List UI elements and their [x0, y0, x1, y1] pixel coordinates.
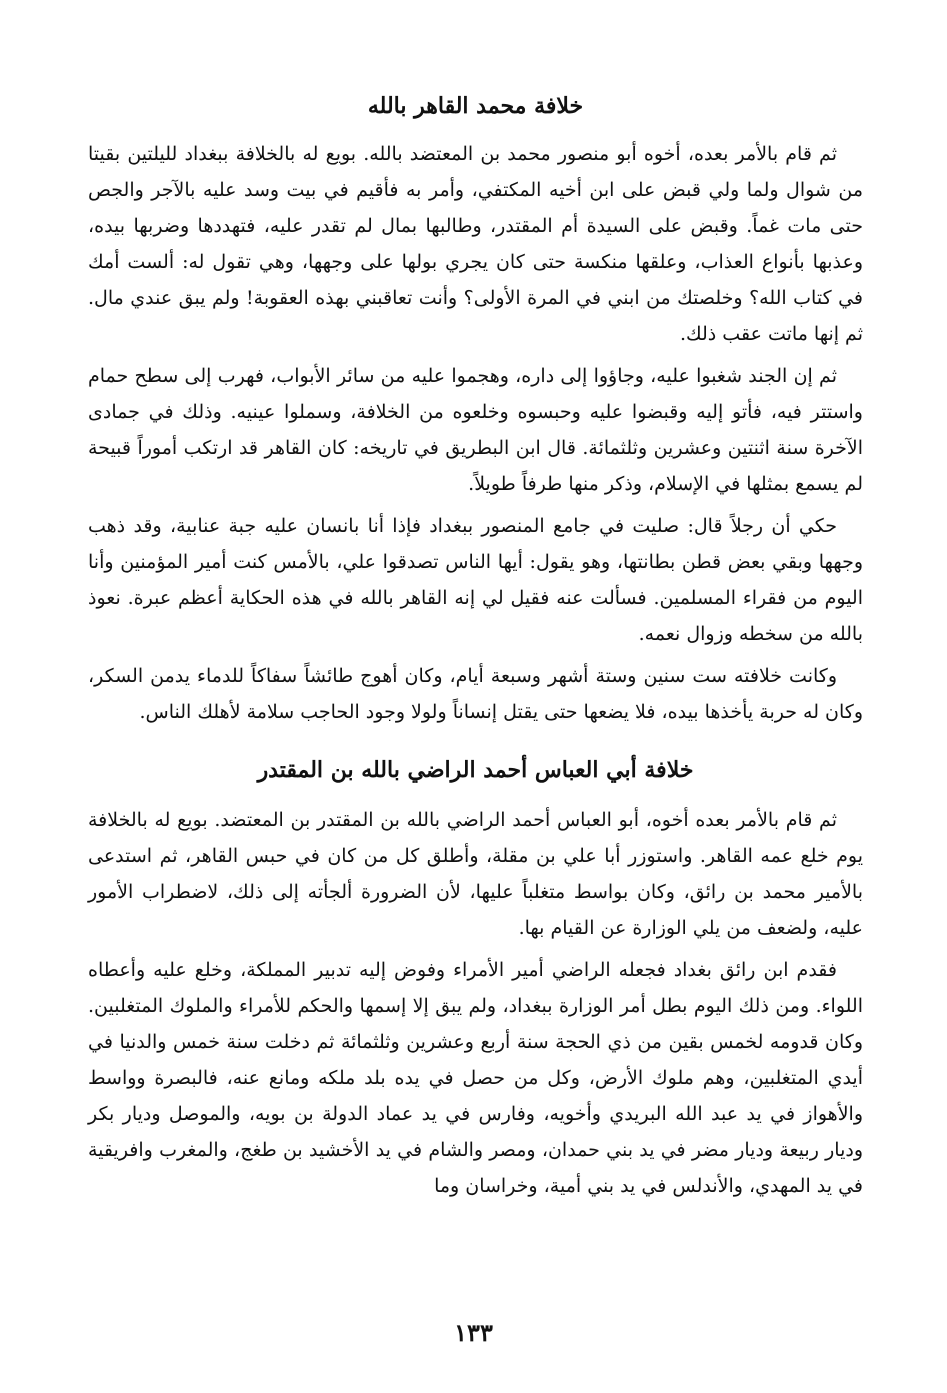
- paragraph: ثم قام بالأمر بعده، أخوه أبو منصور محمد بن المعتضد بالله. بويع له بالخلافة ببغداد لليلتين بقيتا من شوال ولما ولي قبض على ابن أخيه المكتفي، وأمر به فأقيم في بيت وسد عليه بالآجر والجص حتى مات غماً. وقبض على السيدة أم المقتدر، وطالبها بمال لم تقدر عليه، فتهددها وضربها بيده، وعذبها بأنواع العذاب، وعلقها منكسة حتى كان يجري بولها على وجهها، وهي تقول له: ألست أمك في كتاب الله؟ وخلصتك من ابني في المرة الأولى؟ وأنت تعاقبني بهذه العقوبة! ولم يبق عندي مال. ثم إنها ماتت عقب ذلك.: [88, 143, 863, 345]
- page-number: ١٣٣: [454, 1318, 493, 1347]
- paragraph: ثم قام بالأمر بعده أخوه، أبو العباس أحمد الراضي بالله بن المقتدر بن المعتضد. بويع له بالخلافة يوم خلع عمه القاهر. واستوزر أبا علي بن مقلة، وأطلق كل من كان في حبس القاهر، ثم استدعى بالأمير محمد بن رائق، وكان بواسط متغلباً عليها، لأن الضرورة ألجأته إلى ذلك، لاضطراب الأمور عليه، ولضعف من يلي الوزارة عن القيام بها.: [88, 809, 863, 939]
- paragraph: وكانت خلافته ست سنين وستة أشهر وسبعة أيام، وكان أهوج طائشاً سفاكاً للدماء يدمن السكر، وكان له حربة يأخذها بيده، فلا يضعها حتى يقتل إنساناً ولولا وجود الحاجب سلامة لأهلك الناس.: [88, 665, 863, 723]
- page-body: [88, 88, 863, 1210]
- paragraph: ثم إن الجند شغبوا عليه، وجاؤوا إلى داره، وهجموا عليه من سائر الأبواب، فهرب إلى سطح حمام واستتر فيه، فأتو إليه وقبضوا عليه وحبسوه وخلعوه من الخلافة، وسملوا عينيه. وذلك في جمادى الآخرة سنة اثنتين وعشرين وثلثمائة. قال ابن البطريق في تاريخه: كان القاهر قد ارتكب أموراً قبيحة لم يسمع بمثلها في الإسلام، وذكر منها طرفاً طويلاً.: [88, 365, 863, 495]
- section-title-radi: خلافة أبي العباس أحمد الراضي بالله بن المقتدر: [257, 757, 694, 783]
- paragraph: فقدم ابن رائق بغداد فجعله الراضي أمير الأمراء وفوض إليه تدبير المملكة، وخلع عليه وأعطاه اللواء. ومن ذلك اليوم بطل أمر الوزارة ببغداد، ولم يبق إلا إسمها والحكم للأمراء والملوك المتغلبين. وكان قدومه لخمس بقين من ذي الحجة سنة أربع وعشرين وثلثمائة ثم دخلت سنة خمس والدنيا في أيدي المتغلبين، وهم ملوك الأرض، وكل من حصل في يده بلد ملكه ومانع عنه، فالبصرة وواسط والأهواز في يد عبد الله البريدي وأخويه، وفارس في يد عماد الدولة بن بويه، والموصل وديار بكر وديار ربيعة وديار مضر في يد بني حمدان، ومصر والشام في يد الأخشيد بن طغج، والمغرب وافريقية في يد المهدي، والأندلس في يد بني أمية، وخراسان وما: [88, 959, 863, 1197]
- paragraph: حكي أن رجلاً قال: صليت في جامع المنصور ببغداد فإذا أنا بانسان عليه جبة عنابية، وقد ذهب وجهها وبقي بعض قطن بطانتها، وهو يقول: أيها الناس تصدقوا علي، بالأمس كنت أمير المؤمنين وأنا اليوم من فقراء المسلمين. فسألت عنه فقيل لي إنه القاهر بالله في هذه الحكاية أعظم عبرة. نعوذ بالله من سخطه وزوال نعمه.: [88, 515, 863, 645]
- section-title-qahir: خلافة محمد القاهر بالله: [367, 93, 584, 119]
